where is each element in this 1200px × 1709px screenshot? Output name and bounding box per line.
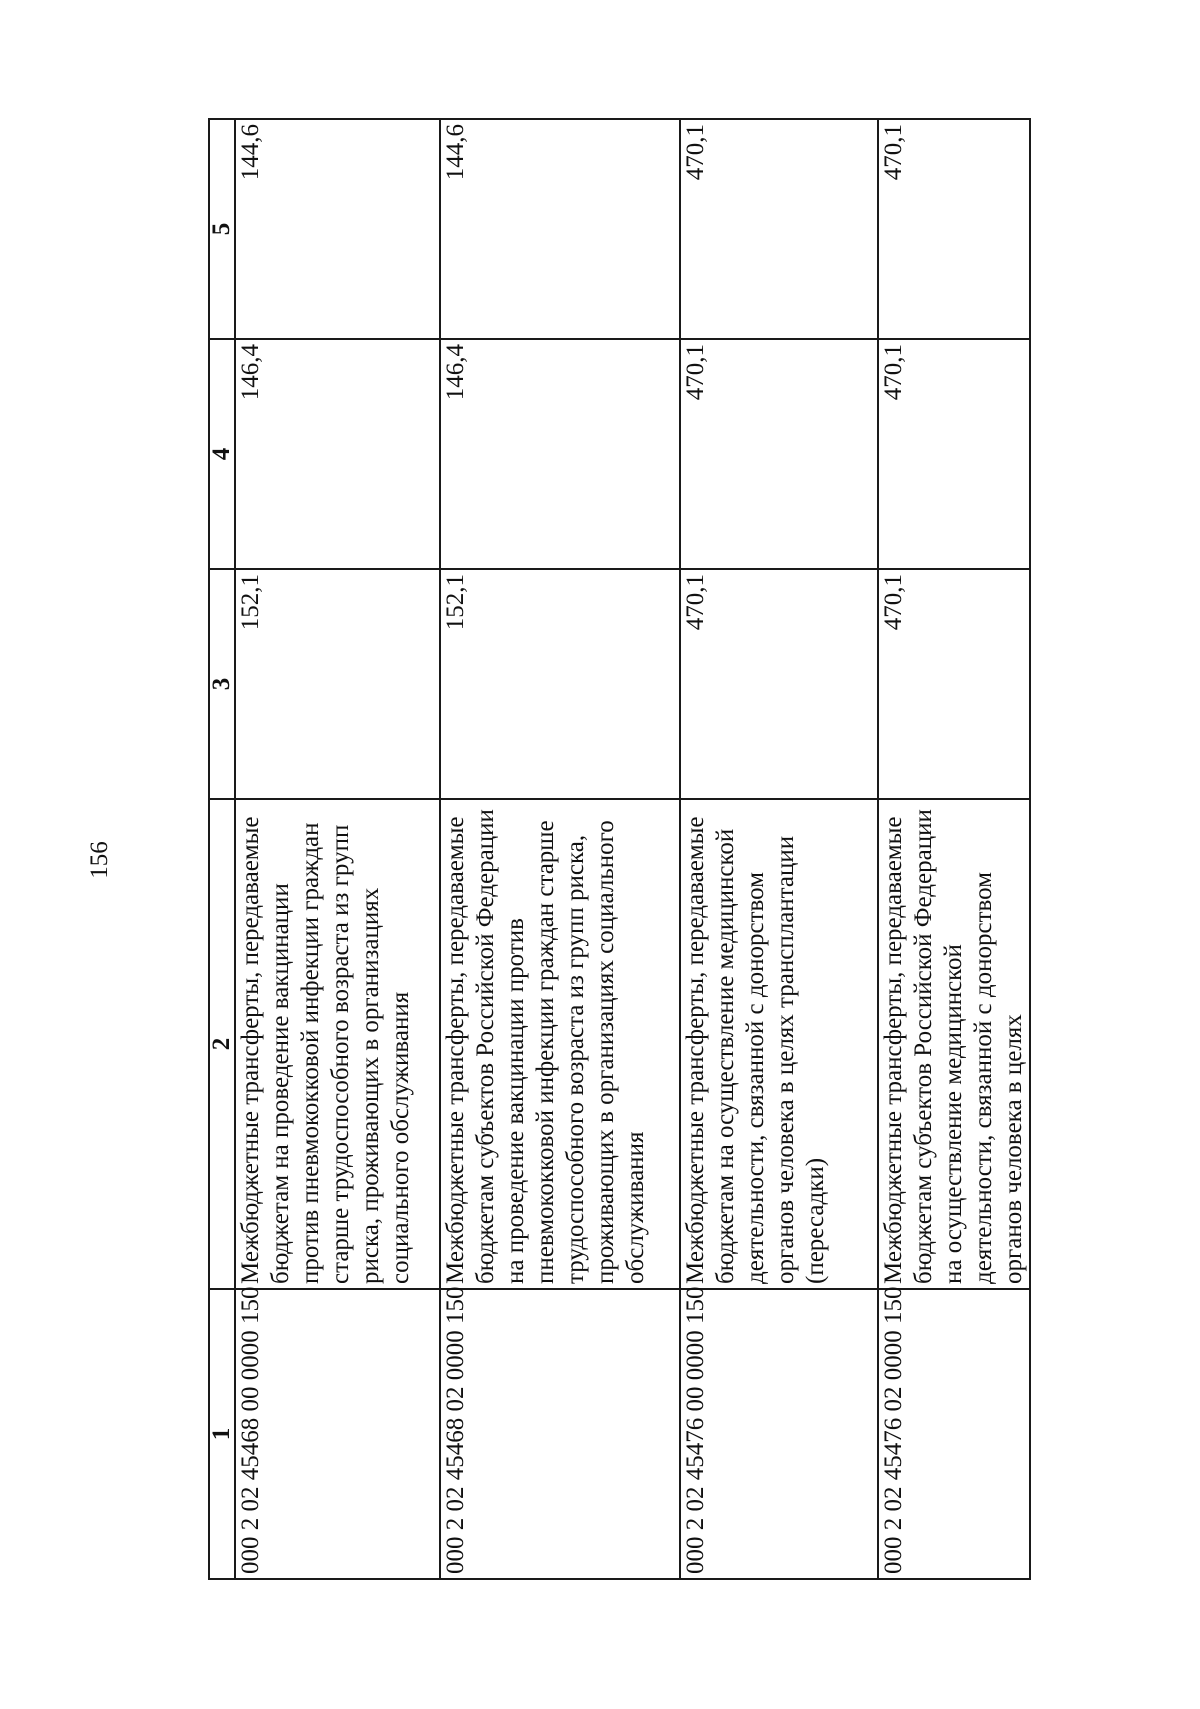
value-cell-col3: 152,1: [440, 569, 680, 799]
description-cell: Межбюджетные трансферты, передаваемые бюджетам субъектов Российской Федерации на проведение вакцинации против пневмококковой инфекции граждан старше трудоспособного возраста из групп риска, проживающих в организациях социального обслуживания: [440, 799, 680, 1289]
value-cell-col4: 470,1: [680, 339, 878, 569]
column-header: 1: [209, 1289, 235, 1579]
budget-code-cell: 000 2 02 45468 00 0000 150: [235, 1289, 440, 1579]
description-cell: Межбюджетные трансферты, передаваемые бюджетам субъектов Российской Федерации на осуществление медицинской деятельности, связанной с донорством органов человека в целях: [878, 799, 1030, 1289]
budget-code-cell: 000 2 02 45468 02 0000 150: [440, 1289, 680, 1579]
budget-table: [208, 118, 1031, 1580]
value-cell-col5: 144,6: [235, 119, 440, 339]
table-row: [680, 119, 878, 1579]
column-header: 5: [209, 119, 235, 339]
budget-table-container: [208, 120, 1028, 1580]
value-cell-col3: 470,1: [878, 569, 1030, 799]
value-cell-col5: 470,1: [878, 119, 1030, 339]
page-number: 156: [86, 841, 113, 879]
value-cell-col5: 144,6: [440, 119, 680, 339]
table-row: [878, 119, 1030, 1579]
description-cell: Межбюджетные трансферты, передаваемые бюджетам на осуществление медицинской деятельности, связанной с донорством органов человека в целях трансплантации (пересадки): [680, 799, 878, 1289]
value-cell-col3: 152,1: [235, 569, 440, 799]
value-cell-col4: 470,1: [878, 339, 1030, 569]
value-cell-col4: 146,4: [235, 339, 440, 569]
table-header-row: [209, 119, 235, 1579]
description-cell: Межбюджетные трансферты, передаваемые бюджетам на проведение вакцинации против пневмококковой инфекции граждан старше трудоспособного возраста из групп риска, проживающих в организациях социального обслуживания: [235, 799, 440, 1289]
value-cell-col3: 470,1: [680, 569, 878, 799]
column-header: 3: [209, 569, 235, 799]
budget-code-cell: 000 2 02 45476 02 0000 150: [878, 1289, 1030, 1579]
value-cell-col5: 470,1: [680, 119, 878, 339]
column-header: 4: [209, 339, 235, 569]
value-cell-col4: 146,4: [440, 339, 680, 569]
table-row: [235, 119, 440, 1579]
column-header: 2: [209, 799, 235, 1289]
table-row: [440, 119, 680, 1579]
budget-code-cell: 000 2 02 45476 00 0000 150: [680, 1289, 878, 1579]
